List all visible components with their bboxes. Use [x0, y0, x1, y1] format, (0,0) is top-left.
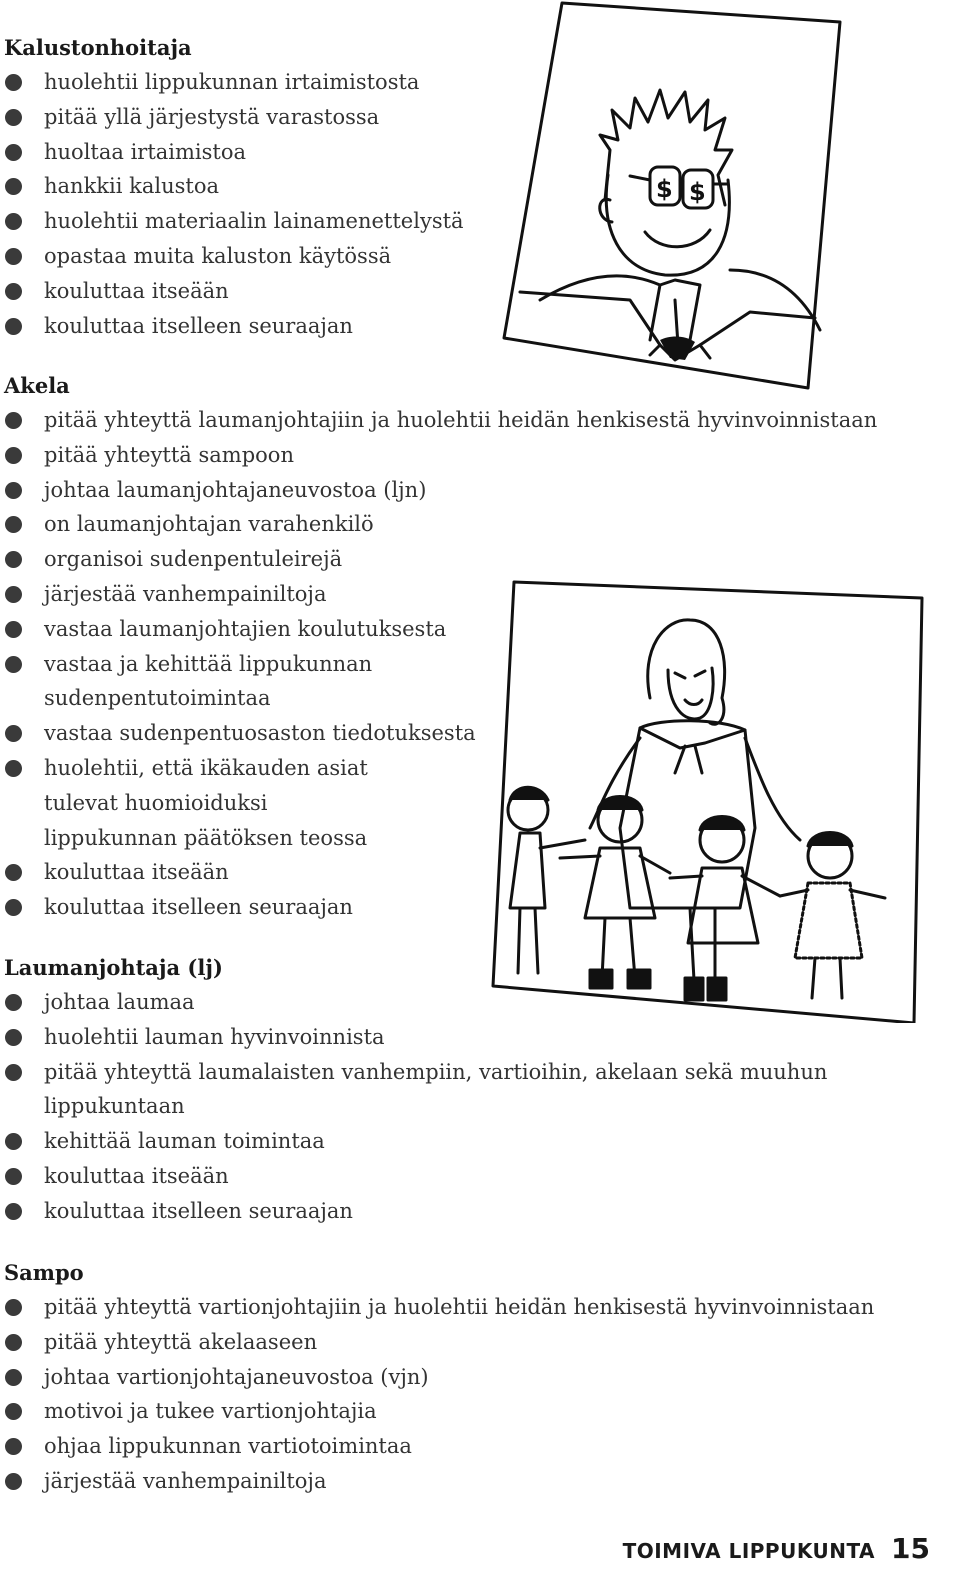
section-heading: Laumanjohtaja (lj)	[4, 955, 223, 980]
section-heading: Sampo	[4, 1260, 84, 1285]
list-item: motivoi ja tukee vartionjohtajia	[4, 1394, 944, 1429]
list-item: opastaa muita kaluston käytössä	[4, 239, 504, 274]
bullet-icon	[5, 109, 22, 126]
bullet-icon	[5, 412, 22, 429]
bullet-icon	[5, 864, 22, 881]
list-item: kouluttaa itseään	[4, 274, 504, 309]
bullet-icon	[5, 144, 22, 161]
bullet-icon	[5, 1299, 22, 1316]
bullet-icon	[5, 994, 22, 1011]
bullet-icon	[5, 447, 22, 464]
list-item: kouluttaa itselleen seuraajan	[4, 309, 504, 344]
list-item: kouluttaa itseään	[4, 855, 492, 890]
bullet-icon	[5, 283, 22, 300]
list-item: huolehtii, että ikäkauden asiat tulevat huomioiduksi lippukunnan päätöksen teossa	[4, 751, 389, 855]
bullet-icon	[5, 899, 22, 916]
bullet-icon	[5, 1203, 22, 1220]
bullet-icon	[5, 1133, 22, 1150]
list-item: pitää yhteyttä vartionjohtajiin ja huolehtii heidän henkisestä hyvinvoinnistaan	[4, 1290, 944, 1325]
bullet-icon	[5, 586, 22, 603]
bullet-icon	[5, 482, 22, 499]
section-heading: Akela	[4, 373, 70, 398]
list-item: huolehtii lippukunnan irtaimistosta	[4, 65, 504, 100]
duty-list	[4, 985, 904, 1229]
list-item: kouluttaa itselleen seuraajan	[4, 890, 492, 925]
bullet-icon	[5, 1168, 22, 1185]
list-item: järjestää vanhempainiltoja	[4, 1464, 944, 1499]
page-footer	[623, 1532, 930, 1565]
list-item: pitää yhteyttä laumalaisten vanhempiin, vartioihin, akelaan sekä muuhun lippukuntaan	[4, 1055, 904, 1125]
bullet-icon	[5, 1334, 22, 1351]
list-item: järjestää vanhempainiltoja	[4, 577, 944, 612]
bullet-icon	[5, 725, 22, 742]
list-item: kehittää lauman toimintaa	[4, 1124, 904, 1159]
bullet-icon	[5, 1064, 22, 1081]
bullet-icon	[5, 1403, 22, 1420]
bullet-icon	[5, 178, 22, 195]
section-akela	[4, 369, 944, 925]
bullet-icon	[5, 1029, 22, 1046]
bullet-icon	[5, 516, 22, 533]
bullet-icon	[5, 656, 22, 673]
list-item: ohjaa lippukunnan vartiotoimintaa	[4, 1429, 944, 1464]
list-item: pitää yhteyttä akelaaseen	[4, 1325, 944, 1360]
list-item: huolehtii lauman hyvinvoinnista	[4, 1020, 904, 1055]
section-kalustonhoitaja	[4, 31, 504, 343]
section-heading: Kalustonhoitaja	[4, 35, 192, 60]
list-item: pitää yhteyttä sampoon	[4, 438, 944, 473]
scout-boy-illustration	[500, 0, 845, 390]
svg-text:$: $	[656, 175, 673, 203]
bullet-icon	[5, 621, 22, 638]
list-item: pitää yhteyttä laumanjohtajiin ja huolehtii heidän henkisestä hyvinvoinnistaan	[4, 403, 944, 438]
bullet-icon	[5, 213, 22, 230]
bullet-icon	[5, 760, 22, 777]
list-item: kouluttaa itselleen seuraajan	[4, 1194, 904, 1229]
list-item: vastaa ja kehittää lippukunnan sudenpentutoimintaa	[4, 647, 374, 717]
list-item: pitää yllä järjestystä varastossa	[4, 100, 504, 135]
list-item: huolehtii materiaalin lainamenettelystä	[4, 204, 504, 239]
footer-title: TOIMIVA LIPPUKUNTA	[622, 1539, 876, 1563]
bullet-icon	[5, 1438, 22, 1455]
bullet-icon	[5, 551, 22, 568]
list-item: johtaa vartionjohtajaneuvostoa (vjn)	[4, 1360, 944, 1395]
svg-text:$: $	[689, 178, 706, 206]
list-item: vastaa sudenpentuosaston tiedotuksesta	[4, 716, 492, 751]
list-item: vastaa laumanjohtajien koulutuksesta	[4, 612, 944, 647]
bullet-icon	[5, 1473, 22, 1490]
bullet-icon	[5, 1369, 22, 1386]
duty-list	[4, 65, 504, 343]
section-laumanjohtaja	[4, 951, 904, 1229]
list-item: on laumanjohtajan varahenkilö	[4, 507, 944, 542]
section-sampo	[4, 1256, 944, 1499]
list-item: johtaa laumaa	[4, 985, 904, 1020]
list-item: huoltaa irtaimistoa	[4, 135, 504, 170]
page-number: 15	[891, 1532, 930, 1565]
bullet-icon	[5, 74, 22, 91]
list-item: kouluttaa itseään	[4, 1159, 904, 1194]
duty-list	[4, 403, 944, 925]
list-item: organisoi sudenpentuleirejä	[4, 542, 944, 577]
duty-list	[4, 1290, 944, 1499]
list-item: hankkii kalustoa	[4, 169, 504, 204]
bullet-icon	[5, 248, 22, 265]
list-item: johtaa laumanjohtajaneuvostoa (ljn)	[4, 473, 944, 508]
bullet-icon	[5, 318, 22, 335]
